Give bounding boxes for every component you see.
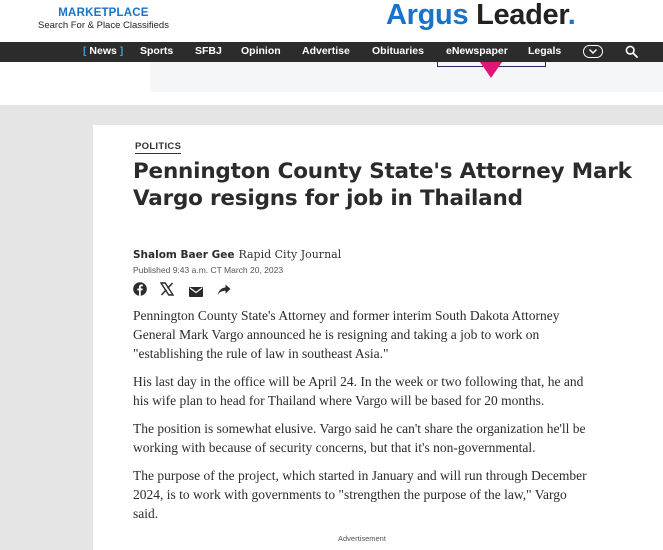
share-x-button[interactable] [160,282,174,301]
chevron-down-icon [589,49,597,54]
nav-active-bracket-right: ] [119,45,124,57]
article-body [133,307,588,533]
share-facebook-button[interactable] [133,282,147,301]
logo-word-leader[interactable]: Leader [476,0,568,31]
main-nav [0,42,663,62]
marketplace-link[interactable] [38,7,169,31]
ad-arrow-icon [480,62,502,79]
section-label[interactable]: POLITICS [135,141,182,152]
facebook-icon [133,282,147,296]
x-twitter-icon [160,282,174,296]
share-email-button[interactable] [189,284,203,302]
author-name[interactable]: Shalom Baer Gee [133,249,235,261]
nav-item-opinion[interactable]: Opinion [241,45,281,57]
logo-dot: . [567,0,576,31]
nav-item-sfbj[interactable]: SFBJ [195,45,222,57]
site-header [0,0,663,42]
advertisement-label: Advertisement [338,534,386,543]
source-name: Rapid City Journal [238,248,342,261]
search-icon [625,45,638,58]
nav-item-advertise[interactable]: Advertise [302,45,350,57]
article-paragraph: The purpose of the project, which started in January and will run through December 2024, is to work with governments to "strengthen the purpose of the law," Vargo said. [133,468,587,521]
marketplace-title[interactable]: MARKETPLACE [58,7,149,19]
nav-item-enewspaper[interactable]: eNewspaper [446,45,508,57]
nav-item-legals[interactable]: Legals [528,45,562,57]
byline [133,248,341,261]
article-headline: Pennington County State's Attorney Mark Vargo resigns for job in Thailand [133,159,632,211]
nav-item-sports[interactable]: Sports [140,45,174,57]
email-icon [189,287,203,297]
ad-banner[interactable] [150,62,663,92]
article-paragraph: His last day in the office will be April 24. In the week or two following that, he and his wife plan to head for Thailand where Vargo will be based for 20 months. [133,373,584,408]
nav-more-toggle[interactable] [583,45,603,58]
article-paragraph: The position is somewhat elusive. Vargo said he can't share the organization he'll be working with because of security concerns, but that it's non-governmental. [133,420,586,455]
nav-active-bracket-left: [ [83,45,87,57]
search-button[interactable] [625,45,638,63]
share-more-button[interactable] [217,283,231,301]
marketplace-subtitle[interactable]: Search For & Place Classifieds [38,20,169,31]
share-arrow-icon [217,284,231,296]
logo-word-argus[interactable]: Argus [386,0,469,31]
published-timestamp: Published 9:43 a.m. CT March 20, 2023 [133,265,284,275]
site-logo[interactable] [386,0,576,32]
article-paragraph: Pennington County State's Attorney and former interim South Dakota Attorney General Mark Vargo announced he is resigning and taking a job to work on "establishing the rule of law in southeast Asia." [133,308,560,361]
nav-item-obituaries[interactable]: Obituaries [372,45,424,57]
nav-item-news[interactable] [83,45,123,57]
nav-item-label[interactable]: News [89,45,117,57]
